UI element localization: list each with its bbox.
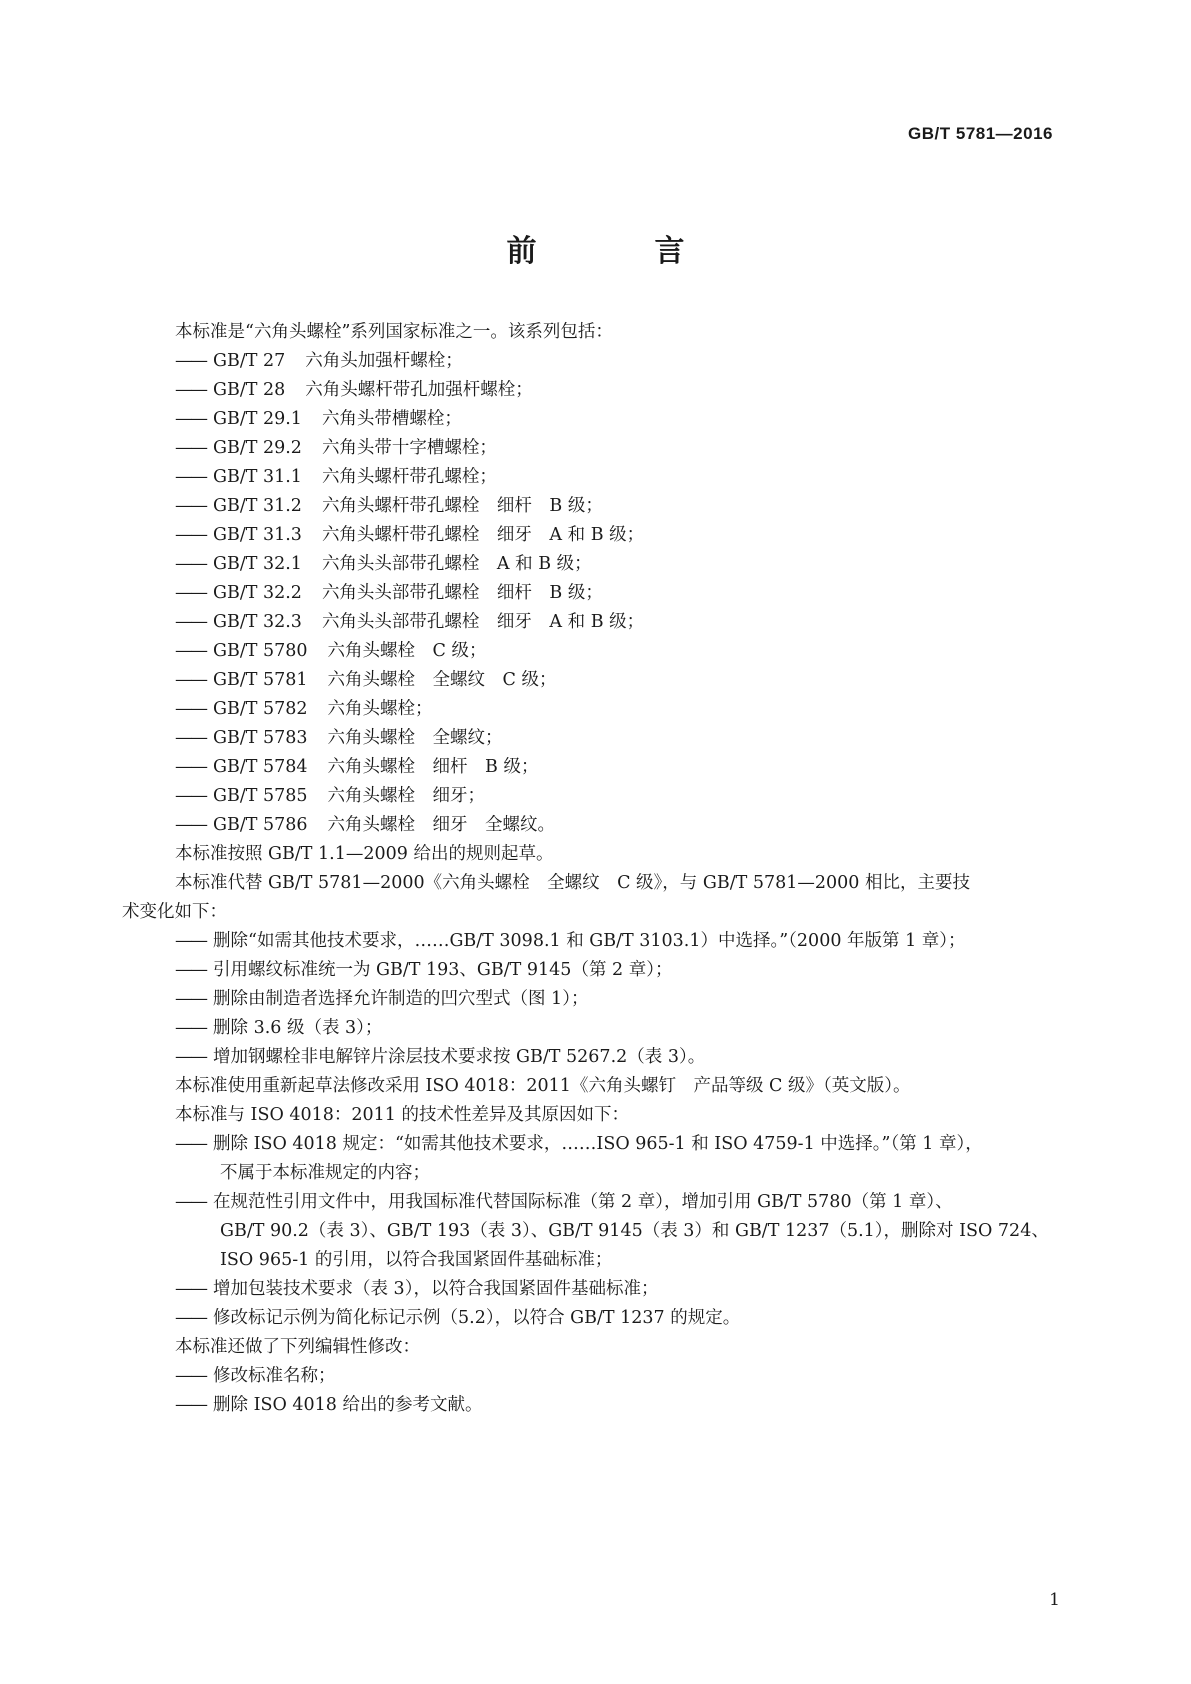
change-text: 删除“如需其他技术要求，……GB/T 3098.1 和 GB/T 3103.1）中选择。”（2000 年版第 1 章）；: [213, 931, 966, 951]
series-code: GB/T 31.1: [213, 467, 302, 487]
series-item: [122, 612, 644, 632]
series-name: 六角头螺栓 全螺纹 C 级；: [327, 670, 557, 690]
series-code: GB/T 31.2: [213, 496, 302, 516]
diff-item-2: [122, 1192, 953, 1212]
series-item: [122, 496, 603, 516]
series-name: 六角头带十字槽螺栓；: [321, 438, 497, 458]
series-item: [122, 409, 462, 429]
change-text: 删除 3.6 级（表 3）；: [213, 1018, 383, 1038]
series-item: [122, 467, 497, 487]
editorial-intro: 本标准还做了下列编辑性修改：: [175, 1337, 420, 1357]
em-dash: ——: [175, 496, 206, 516]
em-dash: ——: [175, 699, 206, 719]
editorial-text: 修改标准名称；: [213, 1366, 336, 1386]
series-name: 六角头头部带孔螺栓 细牙 A 和 B 级；: [321, 612, 645, 632]
em-dash: ——: [175, 786, 206, 806]
diff-item-1-continued: 不属于本标准规定的内容；: [220, 1163, 430, 1183]
drafting-rule-paragraph: 本标准按照 GB/T 1.1—2009 给出的规则起草。: [175, 844, 554, 864]
em-dash: ——: [175, 1366, 206, 1386]
series-item: [122, 525, 644, 545]
series-name: 六角头螺杆带孔螺栓 细杆 B 级；: [321, 496, 603, 516]
series-item: [122, 786, 485, 806]
em-dash: ——: [175, 554, 206, 574]
series-name: 六角头螺栓 C 级；: [327, 641, 487, 661]
series-name: 六角头螺栓 全螺纹；: [327, 728, 503, 748]
change-item: [122, 1047, 705, 1067]
em-dash: ——: [175, 1308, 206, 1328]
em-dash: ——: [175, 583, 206, 603]
series-name: 六角头螺杆带孔加强杆螺栓；: [305, 380, 533, 400]
series-item: [122, 380, 533, 400]
intro-paragraph: 本标准是“六角头螺栓”系列国家标准之一。该系列包括：: [175, 322, 613, 342]
series-item: [122, 641, 486, 661]
diff-text: 删除 ISO 4018 规定：“如需其他技术要求，……ISO 965-1 和 ISO 4759-1 中选择。”（第 1 章），: [213, 1134, 983, 1154]
series-code: GB/T 5785: [213, 786, 308, 806]
series-code: GB/T 27: [213, 351, 286, 371]
change-text: 删除由制造者选择允许制造的凹穴型式（图 1）；: [213, 989, 589, 1009]
diff-item-4: [122, 1308, 740, 1328]
em-dash: ——: [175, 409, 206, 429]
em-dash: ——: [175, 467, 206, 487]
change-item: [122, 960, 672, 980]
page-title: 前 言: [506, 234, 729, 269]
em-dash: ——: [175, 525, 206, 545]
em-dash: ——: [175, 1018, 206, 1038]
diff-item-3: [122, 1279, 658, 1299]
series-code: GB/T 31.3: [213, 525, 302, 545]
series-item: [122, 438, 497, 458]
series-code: GB/T 29.1: [213, 409, 302, 429]
series-name: 六角头螺栓 细牙 全螺纹。: [327, 815, 556, 835]
em-dash: ——: [175, 641, 206, 661]
diff-item-2-continued: GB/T 90.2（表 3）、GB/T 193（表 3）、GB/T 9145（表 3）和 GB/T 1237（5.1），删除对 ISO 724、: [220, 1221, 1049, 1241]
em-dash: ——: [175, 438, 206, 458]
em-dash: ——: [175, 1134, 206, 1154]
series-code: GB/T 29.2: [213, 438, 302, 458]
series-name: 六角头螺栓 细杆 B 级；: [327, 757, 539, 777]
em-dash: ——: [175, 931, 206, 951]
em-dash: ——: [175, 815, 206, 835]
editorial-text: 删除 ISO 4018 给出的参考文献。: [213, 1395, 483, 1415]
series-item: [122, 757, 538, 777]
em-dash: ——: [175, 1279, 206, 1299]
change-text: 引用螺纹标准统一为 GB/T 193、GB/T 9145（第 2 章）；: [213, 960, 673, 980]
em-dash: ——: [175, 989, 206, 1009]
iso-diff-intro: 本标准与 ISO 4018：2011 的技术性差异及其原因如下：: [175, 1105, 630, 1125]
series-code: GB/T 32.2: [213, 583, 302, 603]
series-name: 六角头头部带孔螺栓 A 和 B 级；: [321, 554, 592, 574]
series-item: [122, 670, 556, 690]
series-code: GB/T 5783: [213, 728, 308, 748]
series-code: GB/T 5780: [213, 641, 308, 661]
diff-text: 增加包装技术要求（表 3），以符合我国紧固件基础标准；: [213, 1279, 659, 1299]
change-text: 增加钢螺栓非电解锌片涂层技术要求按 GB/T 5267.2（表 3）。: [213, 1047, 706, 1067]
em-dash: ——: [175, 670, 206, 690]
page-number: 1: [1049, 1590, 1060, 1610]
series-name: 六角头螺杆带孔螺栓；: [321, 467, 497, 487]
series-name: 六角头带槽螺栓；: [321, 409, 462, 429]
em-dash: ——: [175, 728, 206, 748]
editorial-item: [122, 1366, 336, 1386]
series-name: 六角头螺栓 细牙；: [327, 786, 486, 806]
em-dash: ——: [175, 1192, 206, 1212]
series-item: [122, 815, 555, 835]
series-code: GB/T 32.3: [213, 612, 302, 632]
diff-text: 修改标记示例为简化标记示例（5.2），以符合 GB/T 1237 的规定。: [213, 1308, 741, 1328]
diff-text: 在规范性引用文件中，用我国标准代替国际标准（第 2 章），增加引用 GB/T 5780（第 1 章）、: [213, 1192, 953, 1212]
series-code: GB/T 5781: [213, 670, 308, 690]
series-name: 六角头螺杆带孔螺栓 细牙 A 和 B 级；: [321, 525, 645, 545]
series-name: 六角头螺栓；: [327, 699, 433, 719]
standard-code: GB/T 5781—2016: [908, 124, 1053, 143]
series-code: GB/T 28: [213, 380, 286, 400]
replaces-paragraph-line-1: 本标准代替 GB/T 5781—2000《六角头螺栓 全螺纹 C 级》，与 GB/T 5781—2000 相比，主要技: [175, 873, 970, 893]
iso-adopt-paragraph: 本标准使用重新起草法修改采用 ISO 4018：2011《六角头螺钉 产品等级 C 级》（英文版）。: [175, 1076, 911, 1096]
em-dash: ——: [175, 1047, 206, 1067]
em-dash: ——: [175, 1395, 206, 1415]
series-code: GB/T 5784: [213, 757, 308, 777]
diff-item-1: [122, 1134, 983, 1154]
series-item: [122, 351, 463, 371]
diff-item-2-continued: ISO 965-1 的引用，以符合我国紧固件基础标准；: [220, 1250, 613, 1270]
em-dash: ——: [175, 380, 206, 400]
series-code: GB/T 5786: [213, 815, 308, 835]
change-item: [122, 1018, 382, 1038]
series-item: [122, 728, 503, 748]
replaces-paragraph-line-2: 术变化如下：: [122, 902, 227, 922]
series-name: 六角头加强杆螺栓；: [305, 351, 463, 371]
series-item: [122, 699, 433, 719]
series-item: [122, 583, 603, 603]
em-dash: ——: [175, 960, 206, 980]
em-dash: ——: [175, 612, 206, 632]
series-name: 六角头头部带孔螺栓 细杆 B 级；: [321, 583, 603, 603]
em-dash: ——: [175, 351, 206, 371]
change-item: [122, 989, 588, 1009]
series-item: [122, 554, 592, 574]
series-code: GB/T 32.1: [213, 554, 302, 574]
em-dash: ——: [175, 757, 206, 777]
change-item: [122, 931, 966, 951]
editorial-item: [122, 1395, 482, 1415]
series-code: GB/T 5782: [213, 699, 308, 719]
